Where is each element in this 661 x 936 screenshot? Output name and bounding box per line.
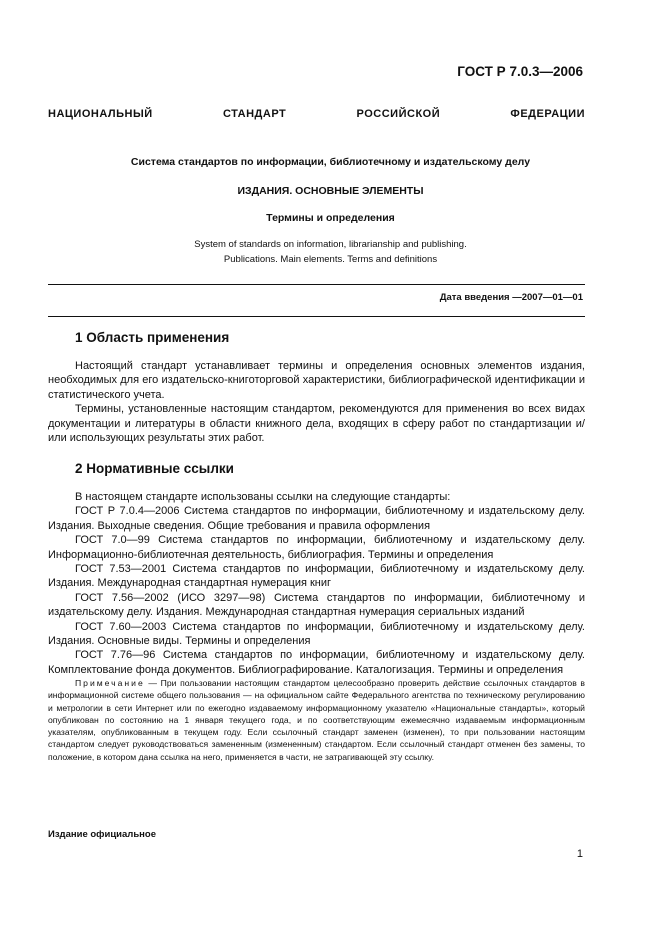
section-1-paragraph: Настоящий стандарт устанавливает термины и определения основных элементов издания, необходимых для его издательско-книготорговой характеристики, библиографической идентификации и статистического учета.	[48, 360, 585, 401]
english-title-line-2: Publications. Main elements. Terms and definitions	[223, 254, 438, 265]
note-text: — При пользовании настоящим стандартом целесообразно проверить действие ссылочных стандартов в информационной системе общего пользования — на официальном сайте Федерального агентства по техническому регулированию и метрологии в сети Интернет или по ежегодно издаваемому информационному указателю «Национальные стандарты», который опубликован по состоянию на 1 января текущего года, и по соответствующим ежемесячно издаваемым информационным указателям, опубликованным в текущем году. Если ссылочный стандарт заменен (изменен), то при пользовании настоящим стандартом следует руководствоваться замененным (измененным) стандартом. Если ссылочный стандарт отменен без замены, то положение, в котором дана ссылка на него, применяется в части, не затрагивающей эту ссылку.	[48, 678, 585, 762]
normative-reference: ГОСТ 7.0—99 Система стандартов по информации, библиотечному и издательскому делу. Информационно-библиотечная деятельность, библиография. Термины и определения	[48, 534, 585, 561]
introduction-date: Дата введения —2007—01—01	[439, 292, 583, 303]
english-title	[48, 237, 613, 267]
section-1-paragraph: Термины, установленные настоящим стандартом, рекомендуются для применения во всех видах документации и литературы в области книжного дела, входящих в сферу работ по стандартизации и/или использующих результаты этих работ.	[48, 403, 585, 445]
section-2-body	[48, 490, 585, 677]
section-1-body	[48, 359, 585, 445]
official-edition-label: Издание официальное	[48, 829, 156, 840]
main-title: ИЗДАНИЯ. ОСНОВНЫЕ ЭЛЕМЕНТЫ	[237, 185, 424, 197]
note-paragraph	[48, 677, 585, 763]
normative-reference: ГОСТ 7.76—96 Система стандартов по информации, библиотечному и издательскому делу. Комплектование фонда документов. Библиографирование. Каталогизация. Термины и определения	[48, 649, 585, 676]
normative-reference: ГОСТ Р 7.0.4—2006 Система стандартов по информации, библиотечному и издательскому делу. Издания. Выходные сведения. Общие требования и правила оформления	[48, 505, 585, 532]
normative-reference: ГОСТ 7.60—2003 Система стандартов по информации, библиотечному и издательскому делу. Издания. Основные виды. Термины и определения	[48, 620, 585, 648]
system-title: Система стандартов по информации, библиотечному и издательскому делу	[130, 156, 531, 168]
date-divider	[48, 316, 585, 317]
title-divider	[48, 284, 585, 285]
section-1-heading: 1 Область применения	[75, 330, 230, 345]
subtitle: Термины и определения	[266, 212, 395, 224]
note-label: Примечание	[75, 678, 145, 688]
document-id: ГОСТ Р 7.0.3—2006	[457, 64, 583, 79]
note-block	[48, 677, 585, 763]
normative-reference: ГОСТ 7.53—2001 Система стандартов по информации, библиотечному и издательскому делу. Издания. Международная стандартная нумерация книг	[48, 563, 585, 590]
section-2-heading: 2 Нормативные ссылки	[75, 461, 234, 476]
section-2-intro: В настоящем стандарте использованы ссылки на следующие стандарты:	[75, 491, 451, 503]
normative-reference: ГОСТ 7.56—2002 (ИСО 3297—98) Система стандартов по информации, библиотечному и издательскому делу. Издания. Международная стандартная нумерация сериальных изданий	[48, 591, 585, 619]
page-number: 1	[576, 848, 583, 860]
national-standard-banner: НАЦИОНАЛЬНЫЙ СТАНДАРТ РОССИЙСКОЙ ФЕДЕРАЦИИ	[48, 108, 585, 120]
english-title-line-1: System of standards on information, librarianship and publishing.	[194, 239, 467, 250]
